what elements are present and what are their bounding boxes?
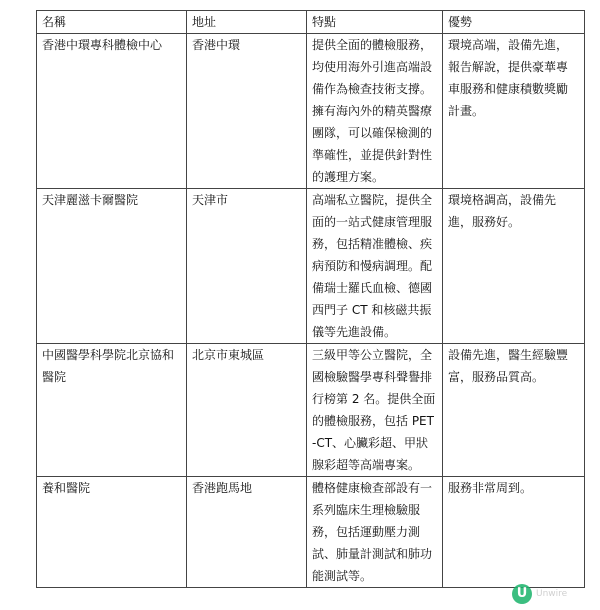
cell-name: 天津麗滋卡爾醫院: [37, 189, 187, 344]
cell-advantages: 環境格調高，設備先進，服務好。: [443, 189, 585, 344]
cell-advantages: 設備先進，醫生經驗豐富，服務品質高。: [443, 344, 585, 477]
table-row: [37, 344, 585, 477]
cell-address: 香港中環: [187, 34, 307, 189]
cell-name: 養和醫院: [37, 477, 187, 588]
cell-address: 香港跑馬地: [187, 477, 307, 588]
cell-name: 香港中環專科體檢中心: [37, 34, 187, 189]
cell-advantages: 服務非常周到。: [443, 477, 585, 588]
cell-address: 天津市: [187, 189, 307, 344]
cell-features: 提供全面的體檢服務，均使用海外引進高端設備作為檢查技術支撐。擁有海內外的精英醫療團隊，可以確保檢測的準確性，並提供針對性的護理方案。: [307, 34, 443, 189]
table-row: [37, 477, 585, 588]
cell-address: 北京市東城區: [187, 344, 307, 477]
header-name: 名稱: [37, 11, 187, 34]
cell-name: 中國醫學科學院北京協和醫院: [37, 344, 187, 477]
site-watermark: [512, 584, 567, 604]
cell-advantages: 環境高端，設備先進，報告解說，提供豪華專車服務和健康積數獎勵計畫。: [443, 34, 585, 189]
header-address: 地址: [187, 11, 307, 34]
table-row: [37, 189, 585, 344]
cell-features: 高端私立醫院，提供全面的一站式健康管理服務，包括精准體檢、疾病預防和慢病調理。配備瑞士羅氏血檢、德國西門子 CT 和核磁共振儀等先進設備。: [307, 189, 443, 344]
cell-features: 三級甲等公立醫院，全國檢驗醫學專科聲譽排行榜第 2 名。提供全面的體檢服務，包括 PET-CT、心臟彩超、甲狀腺彩超等高端專案。: [307, 344, 443, 477]
watermark-logo-icon: U: [512, 584, 532, 604]
table-header-row: [37, 11, 585, 34]
hospital-comparison-table: [36, 10, 585, 588]
header-advantages: 優勢: [443, 11, 585, 34]
watermark-text: Unwire: [536, 589, 568, 599]
cell-features: 體格健康檢查部設有一系列臨床生理檢驗服務，包括運動壓力測試、肺量計測試和肺功能測試等。: [307, 477, 443, 588]
header-features: 特點: [307, 11, 443, 34]
table-row: [37, 34, 585, 189]
